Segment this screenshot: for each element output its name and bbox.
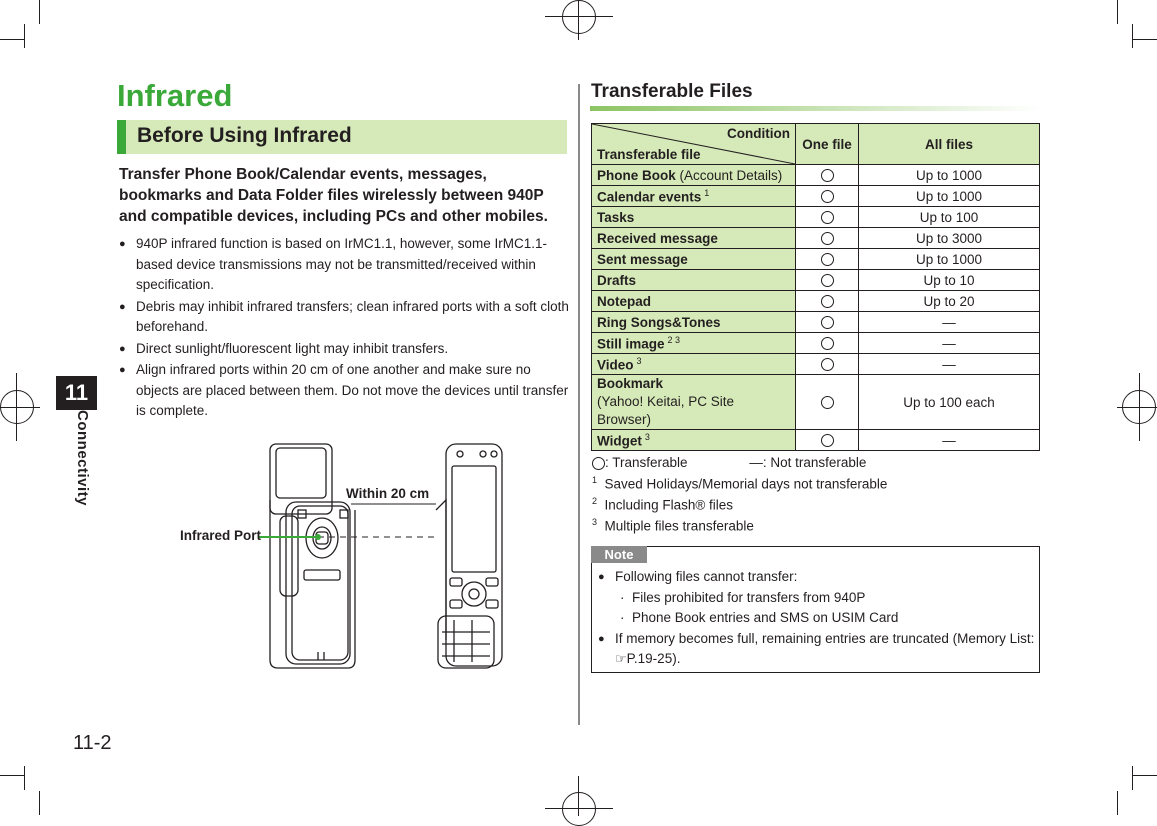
transferable-circle-icon xyxy=(821,169,834,182)
transferable-circle-icon xyxy=(821,232,834,245)
row-name: Calendar events xyxy=(597,189,702,205)
legend-not-transferable: —: Not transferable xyxy=(749,455,867,470)
row-detail: (Account Details) xyxy=(675,167,783,183)
header-all-files: All files xyxy=(859,124,1040,165)
page-reference-icon: ☞ xyxy=(615,651,627,666)
transferable-files-title: Transferable Files xyxy=(591,81,753,102)
transferable-circle-icon xyxy=(821,211,834,224)
transferable-circle-icon xyxy=(821,274,834,287)
row-name: Received message xyxy=(597,230,718,246)
table-row xyxy=(592,228,1040,249)
row-name: Widget xyxy=(597,433,642,449)
bullet-item: ● Align infrared ports within 20 cm of one another and make sure no objects are placed between them. Do not move the devices until transfer is complete. xyxy=(119,360,569,422)
table-row xyxy=(592,291,1040,312)
infrared-port-label: Infrared Port xyxy=(180,528,262,543)
row-footnote-mark: 3 xyxy=(644,431,650,442)
row-name: Bookmark xyxy=(597,376,664,391)
lead-paragraph: Transfer Phone Book/Calendar events, messages, bookmarks and Data Folder files wirelessly between 940P and compatible devices, including PCs and other mobiles. xyxy=(119,166,548,225)
table-row xyxy=(592,249,1040,270)
footnote: $^3$ Multiple files transferable xyxy=(592,517,754,534)
row-all-files: Up to 100 xyxy=(859,207,1040,228)
infrared-phones-figure xyxy=(258,440,508,672)
transferable-circle-icon xyxy=(821,358,834,371)
transferable-circle-icon xyxy=(821,295,834,308)
note-tag: Note xyxy=(591,546,647,563)
row-footnote-mark: 3 xyxy=(636,355,642,366)
transferable-circle-icon xyxy=(821,434,834,447)
legend-transferable: : Transferable xyxy=(605,455,688,470)
table-row xyxy=(592,312,1040,333)
row-name: Phone Book xyxy=(597,167,676,183)
row-all-files: Up to 1000 xyxy=(859,165,1040,186)
header-one-file: One file xyxy=(796,124,859,165)
page-title: Infrared xyxy=(117,78,233,113)
table-row xyxy=(592,207,1040,228)
note-subitem: · Files prohibited for transfers from 940P xyxy=(598,588,1038,609)
note-list xyxy=(598,567,1038,670)
distance-label: Within 20 cm xyxy=(346,486,430,501)
row-all-files: — xyxy=(859,333,1040,354)
chapter-number: 11 xyxy=(56,376,97,410)
bullet-list xyxy=(119,234,569,423)
note-item: ● If memory becomes full, remaining entries are truncated (Memory List: ☞P.19-25). xyxy=(598,629,1038,670)
bullet-item: ● Debris may inhibit infrared transfers; clean infrared ports with a soft cloth beforehand. xyxy=(119,297,569,338)
footnote: $^2$ Including Flash® files xyxy=(592,496,734,513)
table-row xyxy=(592,333,1040,354)
table-row xyxy=(592,165,1040,186)
row-footnote-mark: 1 xyxy=(704,187,710,198)
row-all-files: — xyxy=(859,312,1040,333)
page-reference-link[interactable]: P.19-25). xyxy=(626,651,681,666)
header-diagonal-cell xyxy=(592,124,796,165)
row-all-files: Up to 20 xyxy=(859,291,1040,312)
transferable-circle-icon xyxy=(821,190,834,203)
row-name: Drafts xyxy=(597,272,637,288)
table-row xyxy=(592,375,1040,430)
row-name: Tasks xyxy=(597,209,635,225)
section-title: Before Using Infrared xyxy=(137,124,352,147)
footnote: $^1$ Saved Holidays/Memorial days not transferable xyxy=(592,475,888,492)
row-all-files: — xyxy=(859,430,1040,451)
table-header-row xyxy=(592,124,1040,165)
note-subitem: · Phone Book entries and SMS on USIM Card xyxy=(598,608,1038,629)
row-all-files: Up to 1000 xyxy=(859,186,1040,207)
row-all-files: Up to 3000 xyxy=(859,228,1040,249)
note-item: ● Following files cannot transfer: xyxy=(598,567,1038,588)
transferable-circle-icon xyxy=(821,316,834,329)
row-name: Video xyxy=(597,357,634,373)
table-row xyxy=(592,270,1040,291)
transferable-circle-icon xyxy=(821,337,834,350)
chapter-label: Connectivity xyxy=(74,410,91,507)
page-number: 11-2 xyxy=(73,732,112,754)
row-name: Sent message xyxy=(597,251,688,267)
legend xyxy=(592,455,866,470)
row-name: Ring Songs&Tones xyxy=(597,314,721,330)
transferable-circle-icon xyxy=(821,253,834,266)
row-all-files: Up to 1000 xyxy=(859,249,1040,270)
header-file: Transferable file xyxy=(597,147,701,162)
row-all-files: Up to 10 xyxy=(859,270,1040,291)
transferable-files-table xyxy=(591,123,1040,451)
header-condition: Condition xyxy=(727,126,790,141)
bullet-item: ● Direct sunlight/fluorescent light may inhibit transfers. xyxy=(119,339,569,360)
row-detail: (Yahoo! Keitai, PC Site Browser) xyxy=(597,394,735,427)
title-underline xyxy=(590,106,1040,111)
infrared-port-dot xyxy=(315,534,321,540)
table-row xyxy=(592,354,1040,375)
row-all-files: — xyxy=(859,354,1040,375)
transferable-circle-icon xyxy=(821,396,834,409)
transferable-circle-icon xyxy=(592,457,605,470)
bullet-item: ● 940P infrared function is based on IrMC1.1, however, some IrMC1.1-based device transmissions may not be transmitted/received within specification. xyxy=(119,234,569,296)
row-all-files: Up to 100 each xyxy=(859,375,1040,430)
column-divider xyxy=(578,84,580,725)
left-phone-top-icon xyxy=(270,444,332,514)
row-name: Notepad xyxy=(597,293,651,309)
table-row xyxy=(592,430,1040,451)
table-row xyxy=(592,186,1040,207)
row-name: Still image xyxy=(597,336,665,352)
row-footnote-mark: 2 3 xyxy=(667,334,681,345)
